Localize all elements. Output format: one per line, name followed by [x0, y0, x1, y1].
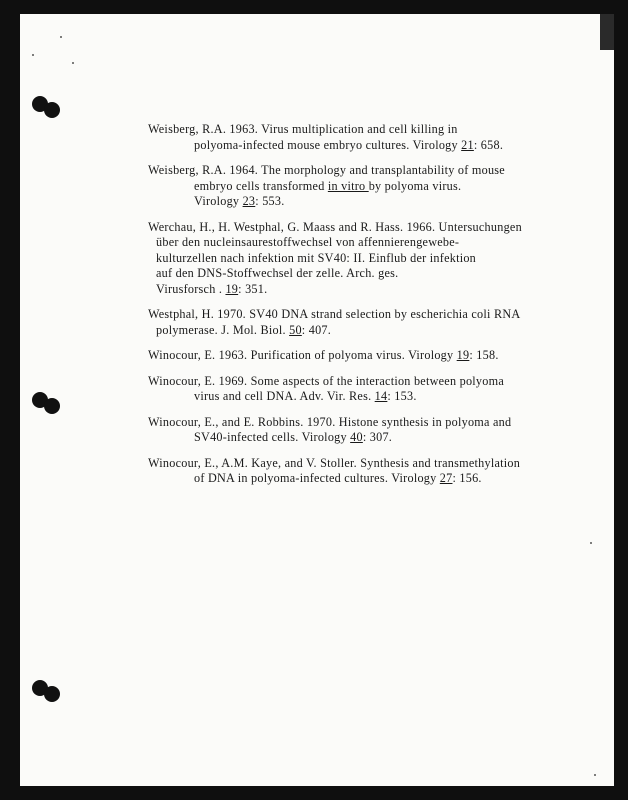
reference-text: Weisberg, R.A. 1964. The morphology and transplantability of mouse	[148, 163, 505, 177]
reference-entry	[148, 307, 608, 338]
reference-line	[148, 235, 608, 251]
reference-text: Winocour, E. 1963. Purification of polyoma virus. Virology	[148, 348, 457, 362]
reference-volume: 21	[461, 137, 474, 152]
reference-line	[148, 374, 608, 390]
reference-volume: 40	[350, 430, 363, 444]
binder-hole-mark	[44, 398, 60, 414]
reference-text: SV40-infected cells. Virology	[194, 430, 351, 444]
reference-entry	[148, 122, 608, 153]
reference-line	[148, 471, 608, 487]
reference-line	[148, 251, 608, 267]
reference-text: polyoma-infected mouse embryo cultures. Virology	[194, 137, 462, 152]
reference-line	[148, 430, 608, 446]
reference-line	[148, 220, 608, 236]
reference-line	[148, 456, 608, 472]
reference-line	[148, 415, 608, 431]
reference-volume: 23	[242, 194, 256, 208]
reference-text: : 553.	[255, 194, 285, 208]
reference-line	[148, 179, 608, 195]
reference-text: auf den DNS-Stoffwechsel der zelle. Arch. ges.	[156, 266, 399, 280]
reference-entry	[148, 374, 608, 405]
reference-line	[148, 266, 608, 282]
reference-entry	[148, 456, 608, 487]
reference-volume: 14	[374, 389, 388, 403]
paper-speck	[72, 62, 74, 64]
paper-speck	[32, 54, 34, 56]
reference-text: Winocour, E. 1969. Some aspects of the interaction between polyoma	[148, 373, 504, 388]
reference-volume: 19	[456, 348, 470, 362]
reference-list	[148, 122, 608, 497]
paper-speck	[590, 542, 592, 544]
reference-text: : 158.	[469, 348, 499, 362]
binder-hole-mark	[44, 102, 60, 118]
reference-text: Virusforsch .	[156, 281, 226, 296]
reference-text: polymerase. J. Mol. Biol.	[156, 322, 290, 337]
reference-volume: 19	[225, 281, 239, 296]
reference-text: über den nucleinsaurestoffwechsel von affennierengewebe-	[156, 235, 460, 249]
reference-entry	[148, 348, 608, 364]
reference-text: Weisberg, R.A. 1963. Virus multiplication and cell killing in	[148, 122, 458, 136]
binder-hole-mark	[44, 686, 60, 702]
reference-volume: 50	[289, 322, 302, 337]
reference-text: by polyoma virus.	[368, 178, 462, 193]
reference-line	[148, 307, 608, 323]
reference-line	[148, 163, 608, 179]
reference-volume: in vitro	[327, 178, 369, 193]
reference-text: : 658.	[473, 137, 504, 152]
reference-line	[148, 323, 608, 339]
reference-text: virus and cell DNA. Adv. Vir. Res.	[194, 389, 375, 403]
reference-line	[148, 138, 608, 154]
reference-entry	[148, 415, 608, 446]
reference-entry	[148, 220, 608, 298]
reference-text: : 156.	[452, 471, 482, 485]
reference-line	[148, 389, 608, 405]
page-corner-tab	[600, 14, 614, 50]
reference-line	[148, 194, 608, 210]
reference-text: kulturzellen nach infektion mit SV40: II. Einflub der infektion	[156, 250, 477, 265]
reference-text: Winocour, E., and E. Robbins. 1970. Histone synthesis in polyoma and	[148, 414, 512, 429]
reference-text: of DNA in polyoma-infected cultures. Virology	[194, 471, 440, 485]
reference-text: : 351.	[238, 281, 268, 296]
document-page	[20, 14, 614, 786]
reference-text: Winocour, E., A.M. Kaye, and V. Stoller. Synthesis and transmethylation	[148, 455, 521, 470]
paper-speck	[594, 774, 596, 776]
reference-text: embryo cells transformed	[194, 178, 328, 193]
reference-line	[148, 348, 608, 364]
reference-text: Virology	[194, 194, 243, 208]
reference-text: : 307.	[362, 430, 393, 444]
reference-text: : 407.	[301, 322, 332, 337]
reference-text: Westphal, H. 1970. SV40 DNA strand selection by escherichia coli RNA	[148, 307, 521, 321]
reference-text: : 153.	[387, 389, 417, 403]
reference-line	[148, 282, 608, 298]
reference-line	[148, 122, 608, 138]
reference-text: Werchau, H., H. Westphal, G. Maass and R. Hass. 1966. Untersuchungen	[148, 219, 522, 234]
reference-entry	[148, 163, 608, 210]
paper-speck	[60, 36, 62, 38]
reference-volume: 27	[439, 471, 453, 485]
